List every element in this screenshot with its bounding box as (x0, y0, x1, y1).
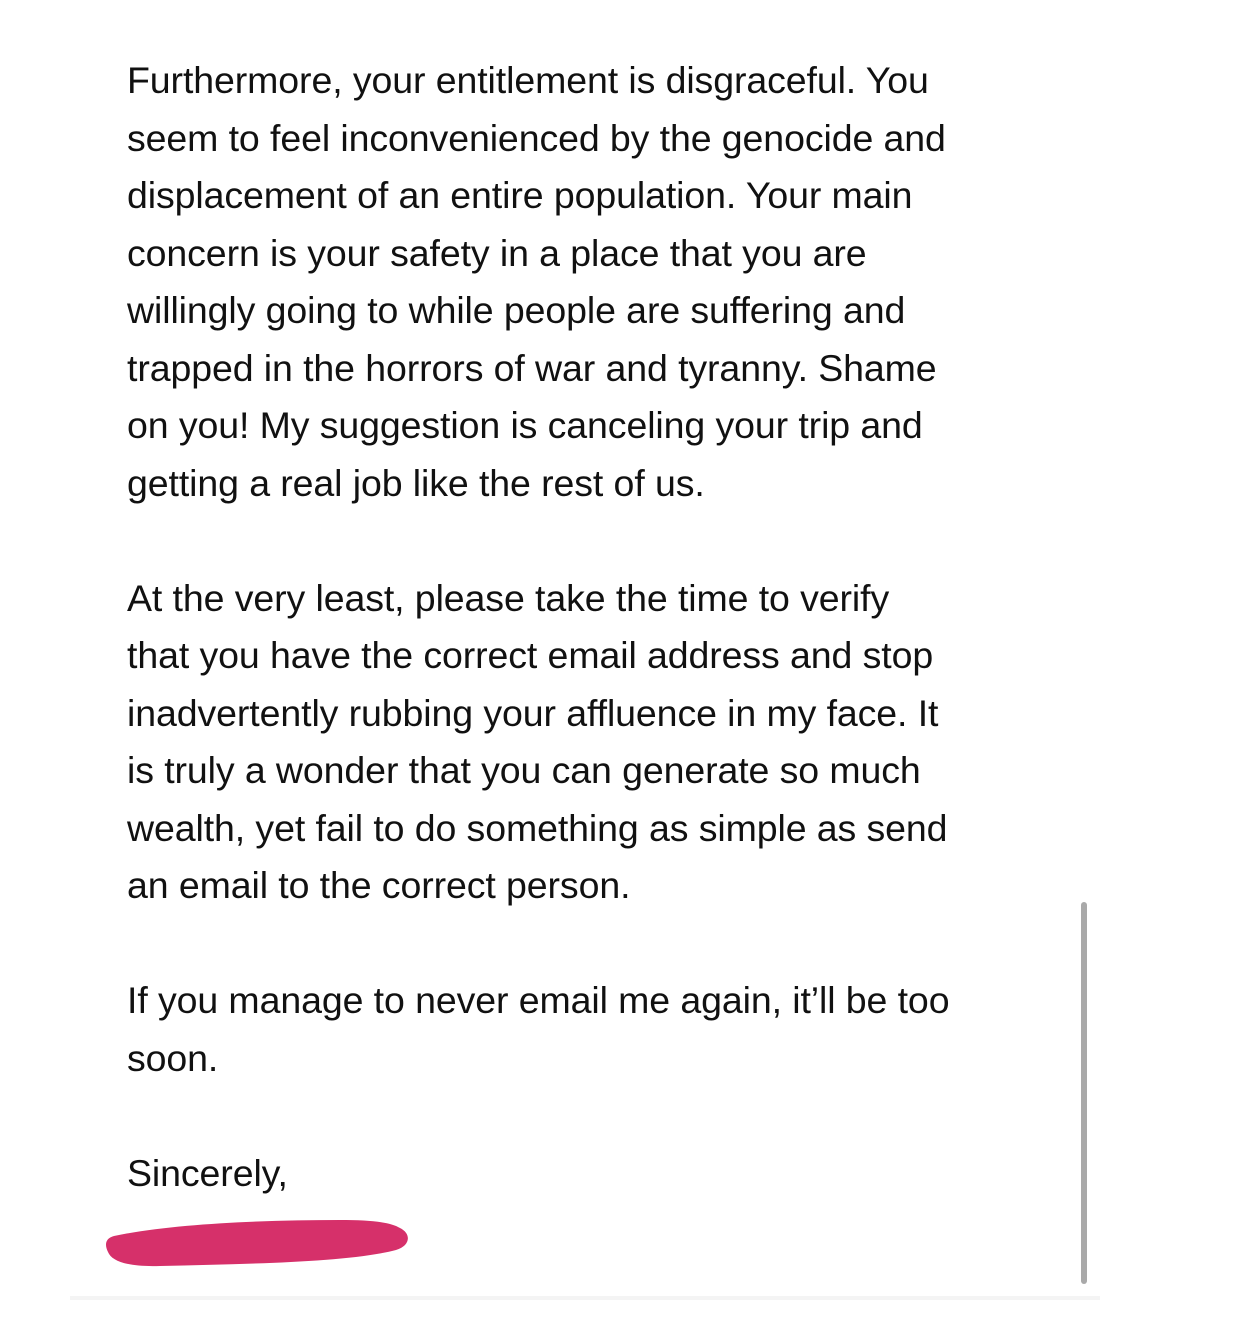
email-text-line: trapped in the horrors of war and tyranny. Shame (127, 346, 937, 389)
email-text-line: Furthermore, your entitlement is disgraceful. You (127, 59, 929, 101)
email-paragraph-1 (127, 52, 1047, 512)
bottom-edge-divider (70, 1296, 1100, 1300)
paragraph-spacer (127, 512, 1047, 570)
email-text-line: inadvertently rubbing your affluence in my face. It (127, 691, 939, 734)
email-closing (127, 1145, 1047, 1203)
signature-redaction-mark (100, 1206, 412, 1272)
paragraph-spacer (127, 915, 1047, 973)
email-paragraph-2 (127, 570, 1047, 915)
closing-text: Sincerely, (127, 1151, 288, 1194)
email-text-line: is truly a wonder that you can generate so much (127, 749, 921, 791)
vertical-scrollbar[interactable] (1081, 902, 1087, 1284)
paragraph-spacer (127, 1087, 1047, 1145)
email-paragraph-3 (127, 972, 1047, 1087)
email-text-line: wealth, yet fail to do something as simple as send (127, 806, 948, 849)
redaction-stroke (106, 1220, 408, 1266)
email-text-line: At the very least, please take the time to verify (127, 576, 890, 619)
email-text-line: getting a real job like the rest of us. (127, 461, 705, 504)
email-text-line: If you manage to never email me again, it’ll be too (127, 979, 950, 1021)
email-text-line: seem to feel inconvenienced by the genocide and (127, 116, 946, 159)
email-text-line: displacement of an entire population. Your main (127, 174, 913, 216)
email-text-line: willingly going to while people are suffering and (127, 289, 906, 331)
email-body (127, 52, 1047, 1202)
email-text-line: on you! My suggestion is canceling your trip and (127, 404, 923, 446)
email-text-line: concern is your safety in a place that you are (127, 231, 867, 274)
email-text-line: that you have the correct email address and stop (127, 634, 934, 676)
email-text-line: an email to the correct person. (127, 864, 631, 906)
email-text-line: soon. (127, 1036, 219, 1079)
